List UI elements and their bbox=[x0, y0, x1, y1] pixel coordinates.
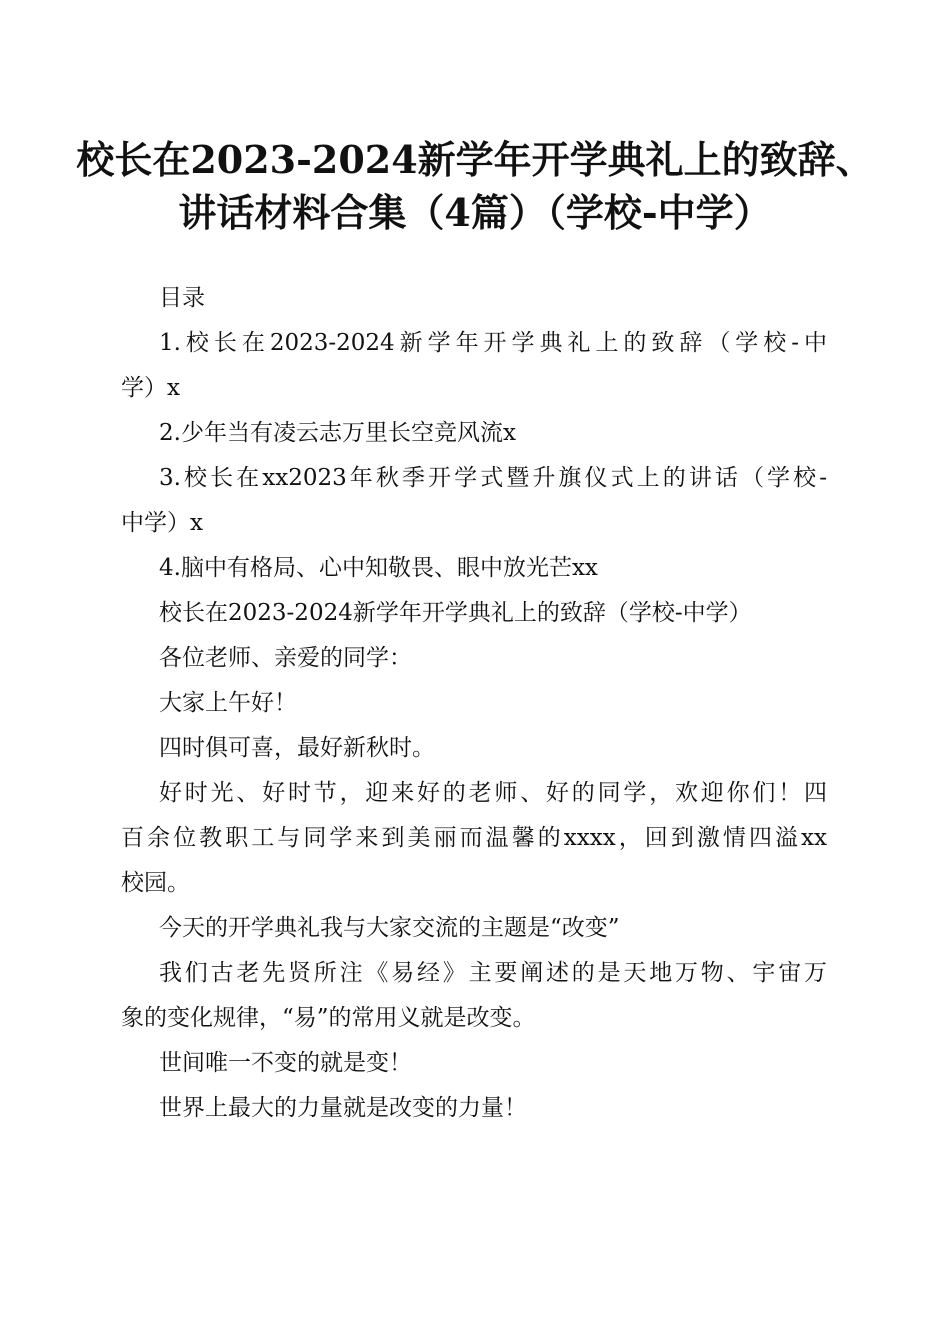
document-title-line-1: 校长在2023-2024新学年开学典礼上的致辞、 bbox=[76, 137, 874, 182]
toc-item-3-line-2: 中学）x bbox=[121, 510, 203, 536]
toc-item-1-line-1: 1.校长在2023-2024新学年开学典礼上的致辞（学校-中 bbox=[159, 330, 827, 356]
document-body bbox=[121, 276, 827, 1131]
toc-item-2: 2.少年当有凌云志万里长空竞风流x bbox=[159, 420, 516, 446]
greeting: 大家上午好！ bbox=[159, 690, 297, 716]
paragraph-power-of-change: 世界上最大的力量就是改变的力量！ bbox=[159, 1095, 527, 1121]
toc-item-3-line-1: 3.校长在xx2023年秋季开学式暨升旗仪式上的讲话（学校- bbox=[159, 465, 827, 491]
salutation: 各位老师、亲爱的同学： bbox=[159, 645, 412, 671]
document-title-line-2: 讲话材料合集（4篇）（学校-中学） bbox=[178, 190, 772, 235]
paragraph-autumn: 四时俱可喜，最好新秋时。 bbox=[159, 735, 435, 761]
toc-item-4: 4.脑中有格局、心中知敬畏、眼中放光芒xx bbox=[159, 555, 598, 581]
paragraph-welcome-line-2: 百余位教职工与同学来到美丽而温馨的xxxx，回到激情四溢xx bbox=[121, 825, 827, 851]
speech-title: 校长在2023-2024新学年开学典礼上的致辞（学校-中学） bbox=[159, 600, 752, 626]
toc-item-1-line-2: 学）x bbox=[121, 375, 180, 401]
paragraph-welcome-line-1: 好时光、好时节，迎来好的老师、好的同学，欢迎你们！四 bbox=[159, 780, 827, 806]
paragraph-theme: 今天的开学典礼我与大家交流的主题是“改变” bbox=[159, 915, 620, 941]
paragraph-yijing-line-1: 我们古老先贤所注《易经》主要阐述的是天地万物、宇宙万 bbox=[159, 960, 827, 986]
toc-heading: 目录 bbox=[159, 285, 205, 311]
paragraph-yijing-line-2: 象的变化规律，“易”的常用义就是改变。 bbox=[121, 1005, 536, 1031]
paragraph-welcome-line-3: 校园。 bbox=[121, 870, 190, 896]
paragraph-only-constant: 世间唯一不变的就是变！ bbox=[159, 1050, 412, 1076]
